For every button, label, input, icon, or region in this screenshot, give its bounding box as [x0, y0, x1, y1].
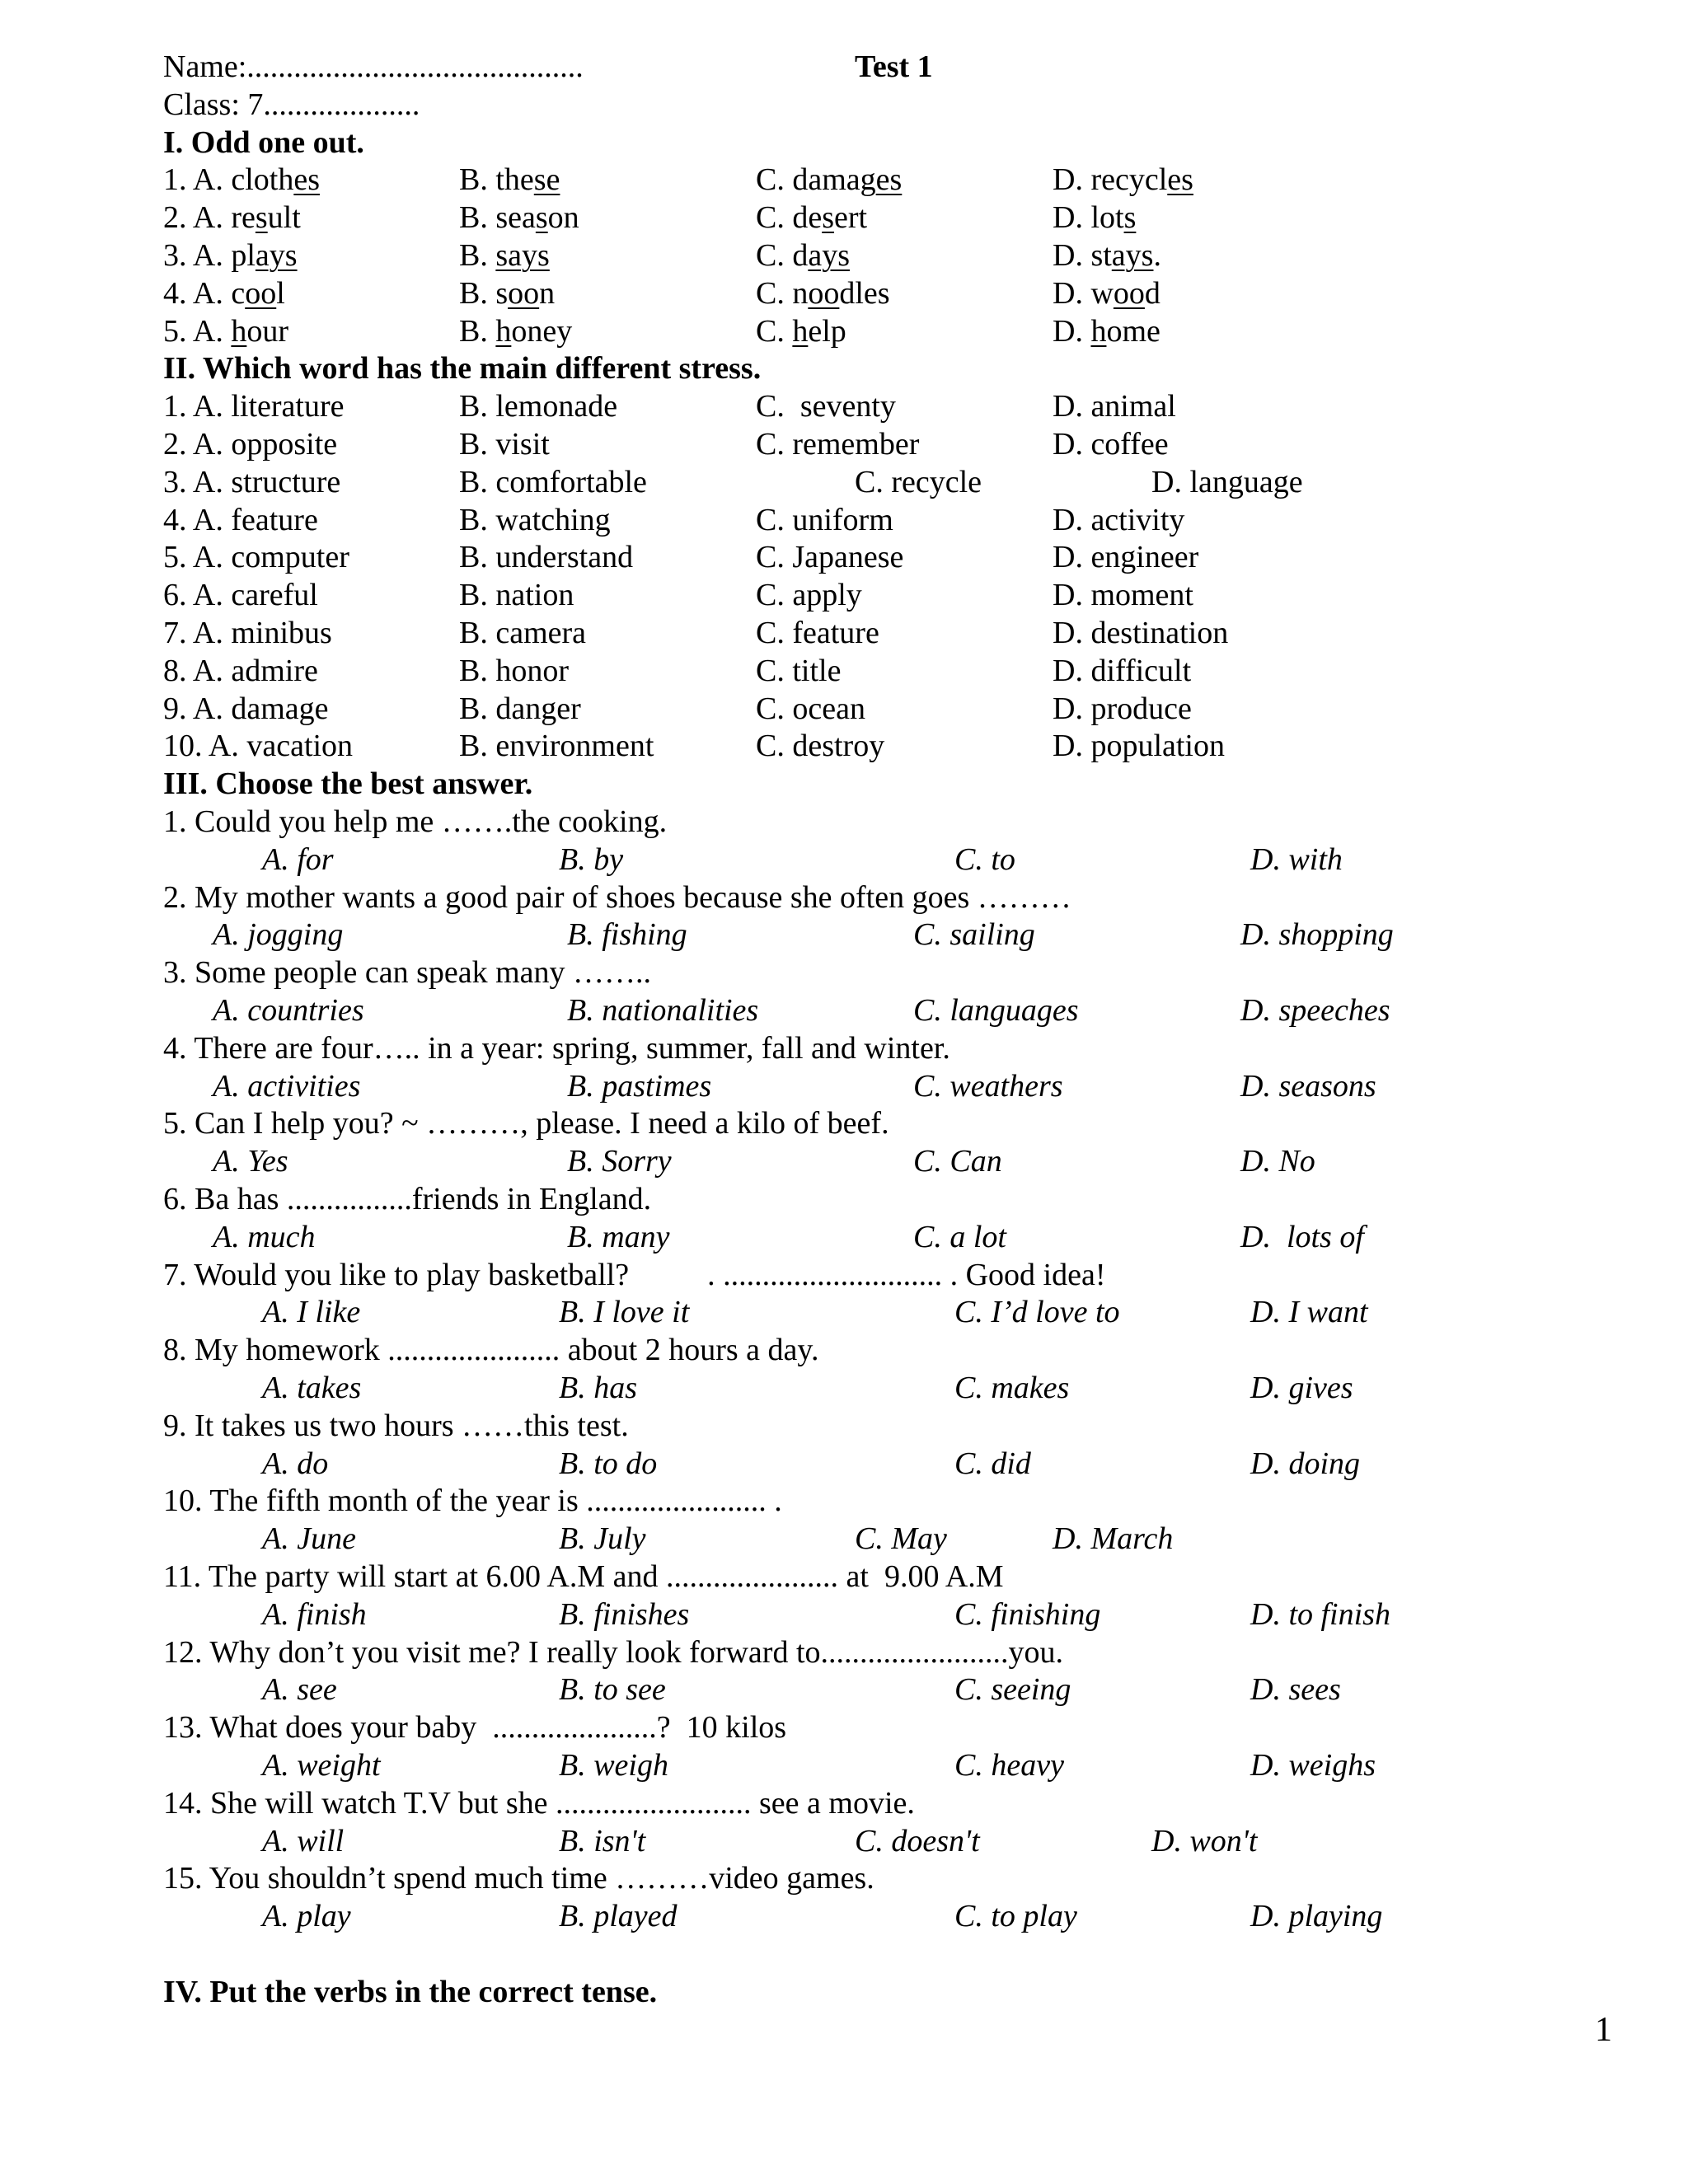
option: C. feature — [756, 616, 879, 650]
answer-option: D. sees — [1250, 1672, 1341, 1708]
answer-option: D. with — [1250, 841, 1343, 877]
page-number: 1 — [1595, 2011, 1612, 2049]
section2-heading — [0, 349, 1688, 387]
answer-option: A. June — [262, 1521, 356, 1557]
option: C. noodles — [756, 275, 890, 311]
answer-option: D. to finish — [1250, 1596, 1390, 1632]
answer-option: C. May — [855, 1521, 947, 1557]
odd-one-out-item — [0, 161, 1688, 199]
option: D. destination — [1053, 616, 1229, 650]
answer-option: B. I love it — [559, 1295, 690, 1330]
section4-heading — [0, 1973, 1688, 2011]
header-name-line — [0, 48, 1688, 86]
section-heading: IV. Put the verbs in the correct tense. — [163, 1974, 658, 2009]
underlined-sound: says — [495, 238, 550, 273]
question — [0, 1482, 1688, 1520]
question — [0, 1180, 1688, 1218]
answer-option: B. has — [559, 1371, 637, 1405]
option: C. Japanese — [756, 540, 904, 575]
answer-option: C. weathers — [913, 1068, 1063, 1104]
question-text: 14. She will watch T.V but she ......................... see a movie. — [163, 1785, 915, 1821]
option: C. ocean — [756, 691, 865, 726]
option: 9. A. damage — [163, 691, 329, 726]
answer-option: D. shopping — [1240, 917, 1394, 953]
question-text: 3. Some people can speak many …….. — [163, 955, 652, 991]
question-text: 10. The fifth month of the year is ....................... . — [163, 1483, 782, 1519]
question-text: 7. Would you like to play basketball? . ............................ . Good idea! — [163, 1257, 1106, 1292]
question — [0, 1558, 1688, 1596]
underlined-sound: s — [255, 200, 268, 236]
answer-option: C. heavy — [954, 1748, 1064, 1783]
answer-option: A. weight — [262, 1748, 381, 1783]
answer-option: A. Yes — [213, 1144, 288, 1179]
question — [0, 1331, 1688, 1369]
option: B. lemonade — [459, 389, 618, 424]
option: 1. A. clothes — [163, 162, 320, 198]
option: D. stays. — [1053, 238, 1161, 273]
stress-item — [0, 690, 1688, 728]
answer-option: B. July — [559, 1521, 646, 1557]
option: C. uniform — [756, 502, 893, 537]
option: D. moment — [1053, 578, 1193, 613]
option: 5. A. hour — [163, 313, 289, 349]
answer-option: C. did — [954, 1446, 1031, 1481]
option: C. title — [756, 653, 842, 688]
question — [0, 1029, 1688, 1067]
answer-option: C. seeing — [954, 1672, 1071, 1708]
option: B. environment — [459, 729, 654, 764]
option: B. understand — [459, 540, 634, 575]
answer-option: D. March — [1053, 1521, 1174, 1557]
option: B. honor — [459, 653, 569, 688]
answer-option: C. Can — [913, 1144, 1002, 1179]
answer-options — [0, 1596, 1688, 1633]
question-text: 15. You shouldn’t spend much time ………video games. — [163, 1861, 874, 1896]
answer-option: D. playing — [1250, 1899, 1383, 1934]
option: D. language — [1151, 464, 1303, 499]
underlined-sound: es — [1167, 162, 1193, 198]
question-text: 11. The party will start at 6.00 A.M and ...................... at 9.00 A.M — [163, 1559, 1004, 1594]
answer-options — [0, 1445, 1688, 1483]
answer-option: C. I’d love to — [954, 1295, 1120, 1330]
answer-option: D. lots of — [1240, 1219, 1364, 1254]
option: 2. A. result — [163, 200, 301, 236]
odd-one-out-item — [0, 312, 1688, 350]
odd-one-out-item — [0, 274, 1688, 312]
answer-option: A. countries — [213, 993, 364, 1028]
underlined-sound: oo — [808, 275, 840, 311]
option: C. seventy — [756, 389, 896, 424]
answer-options — [0, 1897, 1688, 1935]
name-field: Name:........................................... — [163, 49, 584, 84]
option: C. recycle — [855, 464, 982, 499]
answer-options — [0, 1671, 1688, 1708]
section-heading: II. Which word has the main different stress. — [163, 351, 762, 387]
answer-option: B. nationalities — [567, 993, 759, 1028]
underlined-sound: s — [535, 200, 548, 236]
underlined-sound: h — [495, 313, 512, 349]
answer-options — [0, 1746, 1688, 1784]
answer-option: A. much — [213, 1219, 316, 1254]
section1-heading — [0, 124, 1688, 162]
question-text: 2. My mother wants a good pair of shoes because she often goes ……… — [163, 879, 1071, 915]
underlined-sound: ays — [255, 238, 298, 273]
answer-options — [0, 1218, 1688, 1256]
option: B. camera — [459, 616, 587, 650]
option: D. home — [1053, 313, 1160, 349]
question — [0, 954, 1688, 991]
option: B. watching — [459, 502, 611, 537]
option: D. animal — [1053, 389, 1176, 424]
option: B. comfortable — [459, 464, 647, 499]
answer-option: D. doing — [1250, 1446, 1360, 1481]
option: B. honey — [459, 313, 573, 349]
answer-option: C. to — [954, 841, 1015, 877]
option: D. activity — [1053, 502, 1185, 537]
underlined-sound: oo — [508, 275, 540, 311]
underlined-sound: s — [822, 200, 835, 236]
answer-option: C. makes — [954, 1371, 1070, 1405]
answer-option: A. finish — [262, 1596, 367, 1632]
option: C. days — [756, 238, 851, 273]
stress-item — [0, 387, 1688, 425]
option: B. nation — [459, 578, 574, 613]
underlined-sound: s — [1123, 200, 1137, 236]
question-text: 6. Ba has ................friends in England. — [163, 1182, 652, 1216]
answer-options — [0, 841, 1688, 879]
option: D. population — [1053, 729, 1225, 764]
answer-option: B. weigh — [559, 1748, 668, 1783]
answer-option: A. I like — [262, 1295, 361, 1330]
question — [0, 1256, 1688, 1294]
answer-option: C. to play — [954, 1899, 1077, 1934]
underlined-sound: oo — [1113, 275, 1145, 311]
answer-option: A. will — [262, 1823, 345, 1858]
option: 6. A. careful — [163, 578, 318, 613]
answer-option: B. isn't — [559, 1823, 646, 1858]
test-title: Test 1 — [855, 49, 933, 84]
option: C. damages — [756, 162, 903, 198]
option: D. wood — [1053, 275, 1160, 311]
option: C. desert — [756, 200, 868, 236]
answer-option: D. speeches — [1240, 993, 1390, 1028]
option: 10. A. vacation — [163, 729, 354, 764]
stress-item — [0, 614, 1688, 652]
answer-option: B. by — [559, 841, 624, 877]
odd-one-out-item — [0, 237, 1688, 274]
question — [0, 1104, 1688, 1142]
answer-options — [0, 1067, 1688, 1105]
underlined-sound: se — [533, 162, 560, 198]
underlined-sound: oo — [245, 275, 277, 311]
answer-options — [0, 1142, 1688, 1180]
underlined-sound: ays — [1111, 238, 1154, 273]
answer-option: B. played — [559, 1899, 678, 1934]
option: C. apply — [756, 578, 862, 613]
option: D. produce — [1053, 691, 1192, 726]
option: B. danger — [459, 691, 581, 726]
question — [0, 1633, 1688, 1671]
question — [0, 1859, 1688, 1897]
answer-option: B. finishes — [559, 1596, 690, 1632]
option: B. visit — [459, 427, 550, 462]
answer-option: C. a lot — [913, 1219, 1006, 1254]
option: 1. A. literature — [163, 389, 345, 424]
stress-item — [0, 652, 1688, 690]
option: D. engineer — [1053, 540, 1199, 575]
question — [0, 803, 1688, 841]
answer-option: B. Sorry — [567, 1144, 672, 1179]
section-heading: III. Choose the best answer. — [163, 766, 533, 802]
section-heading: I. Odd one out. — [163, 124, 364, 160]
option: D. recycles — [1053, 162, 1193, 198]
underlined-sound: ays — [808, 238, 851, 273]
question — [0, 879, 1688, 916]
question-text: 9. It takes us two hours ……this test. — [163, 1408, 629, 1443]
option: 2. A. opposite — [163, 427, 338, 462]
answer-option: D. I want — [1250, 1295, 1368, 1330]
option: 7. A. minibus — [163, 616, 332, 650]
option: B. season — [459, 200, 579, 236]
section3-heading — [0, 765, 1688, 803]
question-text: 5. Can I help you? ~ ………, please. I need a kilo of beef. — [163, 1106, 889, 1141]
answer-option: D. No — [1240, 1144, 1315, 1179]
answer-options — [0, 916, 1688, 954]
question-text: 12. Why don’t you visit me? I really look forward to........................you. — [163, 1634, 1063, 1670]
option: D. coffee — [1053, 427, 1169, 462]
option: C. help — [756, 313, 846, 349]
option: 4. A. cool — [163, 275, 285, 311]
answer-option: C. doesn't — [855, 1823, 980, 1858]
option: C. destroy — [756, 729, 885, 764]
stress-item — [0, 538, 1688, 576]
option: B. says — [459, 238, 550, 273]
answer-options — [0, 1293, 1688, 1331]
answer-option: B. many — [567, 1219, 670, 1254]
underlined-sound: es — [293, 162, 320, 198]
stress-item — [0, 501, 1688, 539]
question-text: 13. What does your baby .....................? 10 kilos — [163, 1710, 787, 1746]
answer-option: A. play — [262, 1899, 351, 1934]
stress-item — [0, 425, 1688, 463]
answer-option: A. takes — [262, 1371, 362, 1405]
option: C. remember — [756, 427, 920, 462]
question — [0, 1407, 1688, 1445]
answer-option: B. to do — [559, 1446, 658, 1481]
answer-option: A. for — [262, 841, 334, 877]
underlined-sound: es — [875, 162, 903, 198]
answer-option: D. seasons — [1240, 1068, 1376, 1104]
underlined-sound: h — [1090, 313, 1107, 349]
odd-one-out-item — [0, 199, 1688, 237]
class-field: Class: 7.................... — [163, 87, 420, 122]
answer-options — [0, 991, 1688, 1029]
answer-option: D. won't — [1151, 1823, 1258, 1858]
answer-option: C. sailing — [913, 917, 1035, 953]
question — [0, 1708, 1688, 1746]
answer-option: A. see — [262, 1672, 337, 1708]
answer-option: A. jogging — [213, 917, 344, 953]
stress-item — [0, 576, 1688, 614]
option: D. lots — [1053, 200, 1137, 236]
option: 4. A. feature — [163, 502, 318, 537]
answer-option: C. languages — [913, 993, 1079, 1028]
underlined-sound: h — [792, 313, 809, 349]
answer-options — [0, 1520, 1688, 1558]
answer-option: B. pastimes — [567, 1068, 712, 1104]
answer-options — [0, 1822, 1688, 1860]
answer-option: C. finishing — [954, 1596, 1101, 1632]
answer-option: D. weighs — [1250, 1748, 1376, 1783]
option: 3. A. plays — [163, 238, 298, 273]
option: B. soon — [459, 275, 556, 311]
header-class-line — [0, 86, 1688, 124]
question-text: 4. There are four….. in a year: spring, summer, fall and winter. — [163, 1030, 950, 1066]
question — [0, 1784, 1688, 1822]
question-text: 8. My homework ...................... about 2 hours a day. — [163, 1333, 819, 1368]
option: 5. A. computer — [163, 540, 349, 575]
option: 8. A. admire — [163, 653, 318, 688]
question-text: 1. Could you help me …….the cooking. — [163, 804, 668, 839]
answer-option: A. do — [262, 1446, 329, 1481]
answer-option: A. activities — [213, 1068, 361, 1104]
option: B. these — [459, 162, 560, 198]
underlined-sound: h — [231, 313, 247, 349]
answer-options — [0, 1369, 1688, 1407]
stress-item — [0, 463, 1688, 501]
option: D. difficult — [1053, 653, 1192, 688]
stress-item — [0, 727, 1688, 765]
option: 3. A. structure — [163, 464, 341, 499]
answer-option: B. fishing — [567, 917, 687, 953]
answer-option: B. to see — [559, 1672, 666, 1708]
answer-option: D. gives — [1250, 1371, 1353, 1405]
